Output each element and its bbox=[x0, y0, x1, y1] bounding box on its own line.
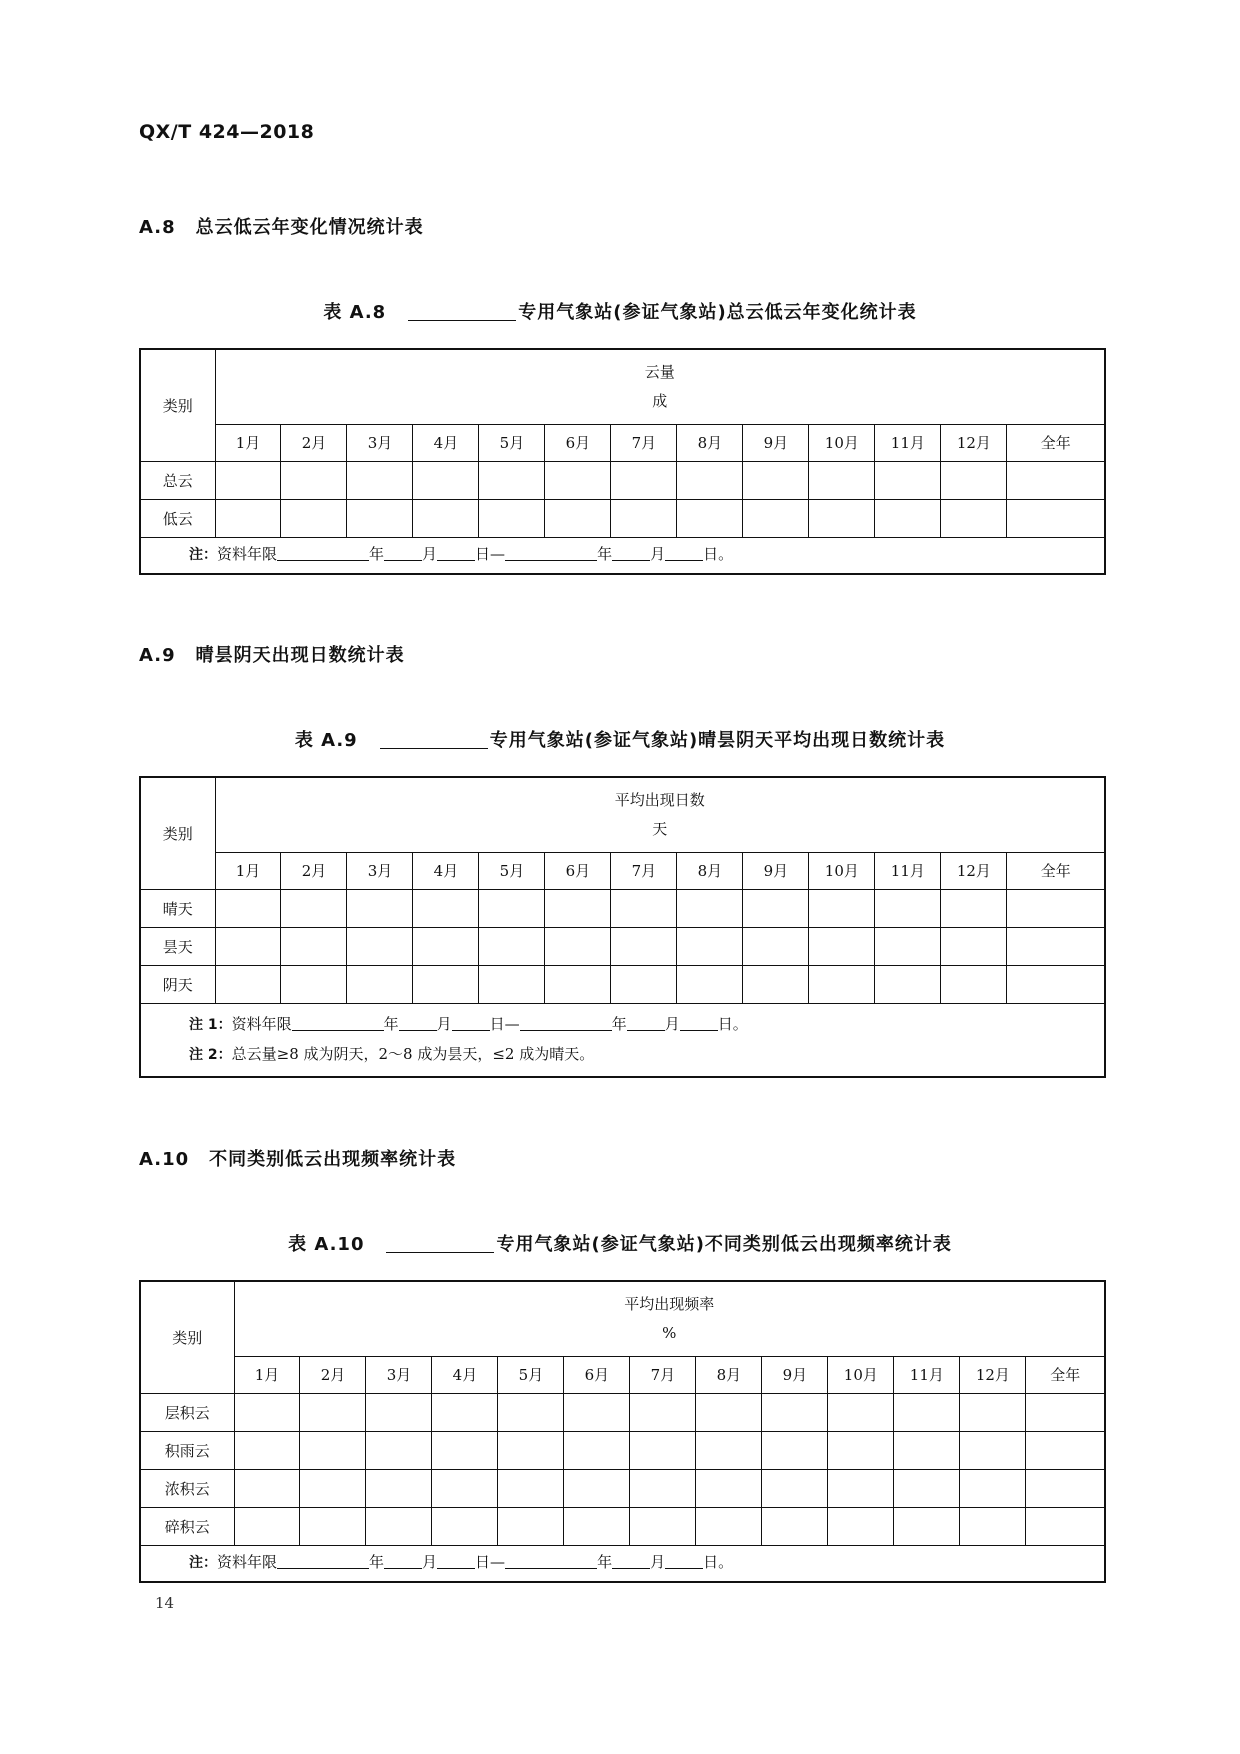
note-line-2 bbox=[189, 1040, 1104, 1070]
month-header-cell: 2月 bbox=[300, 1356, 366, 1393]
table-cell bbox=[281, 965, 347, 1003]
note-line-1 bbox=[189, 1010, 1104, 1040]
table-cell bbox=[611, 499, 677, 537]
table-cell bbox=[762, 1431, 828, 1469]
table-cell bbox=[545, 927, 611, 965]
note-text: 总云量≥8 成为阴天，2～8 成为昙天，≤2 成为晴天。 bbox=[231, 1044, 595, 1063]
quantity-header bbox=[215, 349, 1105, 424]
document-code: QX/T 424—2018 bbox=[139, 121, 315, 143]
month-header-cell: 2月 bbox=[281, 852, 347, 889]
table-a9 bbox=[139, 776, 1106, 1078]
table-cell bbox=[611, 927, 677, 965]
month-header-cell: 2月 bbox=[281, 424, 347, 461]
month-header-row bbox=[140, 424, 1105, 461]
table-cell bbox=[894, 1431, 960, 1469]
table-cell bbox=[1026, 1431, 1105, 1469]
table-cell bbox=[215, 965, 281, 1003]
table-cell bbox=[413, 927, 479, 965]
section-heading-a10 bbox=[139, 1145, 456, 1171]
table-cell bbox=[630, 1469, 696, 1507]
row-category-label: 浓积云 bbox=[140, 1469, 234, 1507]
table-cell bbox=[1007, 499, 1105, 537]
note-label: 注： bbox=[189, 547, 217, 564]
table-cell bbox=[347, 499, 413, 537]
table-cell bbox=[479, 499, 545, 537]
table-cell bbox=[677, 499, 743, 537]
quantity-label: 云量 bbox=[644, 362, 675, 381]
table-cell bbox=[432, 1431, 498, 1469]
station-name-blank bbox=[386, 1234, 494, 1253]
table-cell bbox=[743, 965, 809, 1003]
category-header: 类别 bbox=[140, 349, 215, 461]
table-cell bbox=[281, 889, 347, 927]
month-header-cell: 11月 bbox=[894, 1356, 960, 1393]
month-header-cell: 3月 bbox=[347, 852, 413, 889]
month-header-cell: 9月 bbox=[743, 424, 809, 461]
table-cell bbox=[809, 889, 875, 927]
table-cell bbox=[479, 461, 545, 499]
row-category-label: 低云 bbox=[140, 499, 215, 537]
table-note bbox=[140, 1545, 1105, 1582]
month-header-cell: 9月 bbox=[762, 1356, 828, 1393]
table-cell bbox=[630, 1507, 696, 1545]
table-cell bbox=[413, 499, 479, 537]
table-cell bbox=[809, 461, 875, 499]
table-cell bbox=[941, 927, 1007, 965]
table-cell bbox=[743, 499, 809, 537]
table-cell bbox=[696, 1469, 762, 1507]
category-header: 类别 bbox=[140, 777, 215, 889]
table-cell bbox=[1026, 1507, 1105, 1545]
note-month: 月 bbox=[650, 545, 666, 564]
month-header-cell: 6月 bbox=[564, 1356, 630, 1393]
month-header-cell: 7月 bbox=[611, 424, 677, 461]
table-cell bbox=[281, 461, 347, 499]
table-note bbox=[140, 1003, 1105, 1077]
table-row bbox=[140, 1431, 1105, 1469]
note-text: 资料年限 bbox=[217, 1553, 278, 1572]
note-year: 年 bbox=[597, 545, 613, 564]
table-cell bbox=[960, 1431, 1026, 1469]
table-cell bbox=[545, 461, 611, 499]
table-cell bbox=[479, 965, 545, 1003]
quantity-header bbox=[234, 1281, 1105, 1356]
table-cell bbox=[545, 499, 611, 537]
month-header-cell: 10月 bbox=[828, 1356, 894, 1393]
month-header-cell: 5月 bbox=[479, 424, 545, 461]
table-caption-a10 bbox=[0, 1230, 1240, 1256]
note-label: 注 1： bbox=[189, 1016, 232, 1033]
row-category-label: 碎积云 bbox=[140, 1507, 234, 1545]
note-day-end: 日。 bbox=[703, 1553, 734, 1572]
table-cell bbox=[1026, 1393, 1105, 1431]
month-header-cell: 1月 bbox=[215, 424, 281, 461]
table-cell bbox=[743, 461, 809, 499]
table-cell bbox=[809, 499, 875, 537]
table-cell bbox=[630, 1431, 696, 1469]
caption-text: 专用气象站(参证气象站)晴昙阴天平均出现日数统计表 bbox=[489, 730, 946, 751]
month-header-cell: 3月 bbox=[366, 1356, 432, 1393]
table-row bbox=[140, 965, 1105, 1003]
section-title: 晴昙阴天出现日数统计表 bbox=[195, 645, 405, 666]
table-cell bbox=[479, 889, 545, 927]
table-cell bbox=[479, 927, 545, 965]
unit-label: 天 bbox=[652, 819, 668, 838]
table-cell bbox=[696, 1507, 762, 1545]
month-header-cell: 10月 bbox=[809, 852, 875, 889]
table-cell bbox=[347, 927, 413, 965]
table-cell bbox=[234, 1507, 300, 1545]
note-day: 日— bbox=[475, 1553, 506, 1572]
note-year: 年 bbox=[369, 1553, 385, 1572]
table-a10 bbox=[139, 1280, 1106, 1583]
table-cell bbox=[545, 889, 611, 927]
table-row bbox=[140, 889, 1105, 927]
section-number: A.8 bbox=[139, 217, 176, 238]
table-cell bbox=[432, 1393, 498, 1431]
table-cell bbox=[875, 461, 941, 499]
table-cell bbox=[300, 1507, 366, 1545]
month-header-cell: 4月 bbox=[432, 1356, 498, 1393]
table-cell bbox=[366, 1393, 432, 1431]
note-month: 月 bbox=[436, 1014, 452, 1033]
station-name-blank bbox=[380, 730, 488, 749]
table-cell bbox=[941, 499, 1007, 537]
month-header-cell: 12月 bbox=[941, 424, 1007, 461]
table-row bbox=[140, 927, 1105, 965]
table-cell bbox=[960, 1507, 1026, 1545]
table-cell bbox=[413, 461, 479, 499]
table-cell bbox=[1007, 927, 1105, 965]
table-cell bbox=[941, 461, 1007, 499]
caption-prefix: 表 A.10 bbox=[288, 1234, 365, 1255]
table-cell bbox=[828, 1507, 894, 1545]
section-title: 不同类别低云出现频率统计表 bbox=[209, 1149, 457, 1170]
table-cell bbox=[696, 1431, 762, 1469]
row-category-label: 积雨云 bbox=[140, 1431, 234, 1469]
month-header-cell: 11月 bbox=[875, 424, 941, 461]
table-cell bbox=[809, 927, 875, 965]
table-cell bbox=[564, 1393, 630, 1431]
month-header-cell: 12月 bbox=[941, 852, 1007, 889]
note-month: 月 bbox=[422, 545, 438, 564]
month-header-cell: 1月 bbox=[234, 1356, 300, 1393]
table-cell bbox=[366, 1431, 432, 1469]
table-row bbox=[140, 1469, 1105, 1507]
note-day: 日— bbox=[475, 545, 506, 564]
table-cell bbox=[875, 927, 941, 965]
note-year: 年 bbox=[597, 1553, 613, 1572]
month-header-cell: 全年 bbox=[1026, 1356, 1105, 1393]
table-cell bbox=[498, 1393, 564, 1431]
row-category-label: 阴天 bbox=[140, 965, 215, 1003]
table-cell bbox=[281, 499, 347, 537]
table-row bbox=[140, 1393, 1105, 1431]
caption-prefix: 表 A.9 bbox=[294, 730, 358, 751]
table-cell bbox=[894, 1469, 960, 1507]
month-header-cell: 12月 bbox=[960, 1356, 1026, 1393]
row-category-label: 昙天 bbox=[140, 927, 215, 965]
note-month: 月 bbox=[664, 1014, 680, 1033]
month-header-cell: 1月 bbox=[215, 852, 281, 889]
row-category-label: 层积云 bbox=[140, 1393, 234, 1431]
table-cell bbox=[1026, 1469, 1105, 1507]
table-cell bbox=[828, 1393, 894, 1431]
page-number: 14 bbox=[155, 1594, 175, 1612]
table-cell bbox=[611, 965, 677, 1003]
row-category-label: 总云 bbox=[140, 461, 215, 499]
month-header-row bbox=[140, 1356, 1105, 1393]
table-cell bbox=[545, 965, 611, 1003]
table-row bbox=[140, 1507, 1105, 1545]
note-month: 月 bbox=[422, 1553, 438, 1572]
caption-prefix: 表 A.8 bbox=[323, 302, 387, 323]
table-row bbox=[140, 461, 1105, 499]
month-header-cell: 11月 bbox=[875, 852, 941, 889]
table-cell bbox=[564, 1507, 630, 1545]
note-text: 资料年限 bbox=[217, 545, 278, 564]
month-header-cell: 5月 bbox=[479, 852, 545, 889]
quantity-label: 平均出现频率 bbox=[624, 1294, 715, 1313]
table-cell bbox=[743, 889, 809, 927]
table-cell bbox=[215, 927, 281, 965]
note-day: 日— bbox=[489, 1014, 520, 1033]
month-header-cell: 6月 bbox=[545, 424, 611, 461]
table-cell bbox=[432, 1469, 498, 1507]
section-number: A.10 bbox=[139, 1149, 190, 1170]
month-header-cell: 6月 bbox=[545, 852, 611, 889]
table-cell bbox=[498, 1507, 564, 1545]
month-header-cell: 全年 bbox=[1007, 852, 1105, 889]
section-heading-a8 bbox=[139, 213, 424, 239]
note-label: 注： bbox=[189, 1555, 217, 1572]
note-label: 注 2： bbox=[189, 1046, 232, 1063]
month-header-cell: 10月 bbox=[809, 424, 875, 461]
table-cell bbox=[1007, 965, 1105, 1003]
table-cell bbox=[941, 889, 1007, 927]
table-cell bbox=[347, 965, 413, 1003]
table-cell bbox=[762, 1507, 828, 1545]
table-cell bbox=[366, 1469, 432, 1507]
month-header-cell: 8月 bbox=[696, 1356, 762, 1393]
table-cell bbox=[677, 927, 743, 965]
table-cell bbox=[215, 499, 281, 537]
table-cell bbox=[677, 889, 743, 927]
table-cell bbox=[234, 1469, 300, 1507]
caption-text: 专用气象站(参证气象站)总云低云年变化统计表 bbox=[518, 302, 917, 323]
table-caption-a8 bbox=[0, 298, 1240, 324]
table-cell bbox=[677, 965, 743, 1003]
table-cell bbox=[743, 927, 809, 965]
caption-text: 专用气象站(参证气象站)不同类别低云出现频率统计表 bbox=[496, 1234, 952, 1255]
table-cell bbox=[564, 1469, 630, 1507]
table-cell bbox=[677, 461, 743, 499]
table-cell bbox=[960, 1469, 1026, 1507]
table-row bbox=[140, 499, 1105, 537]
table-cell bbox=[1007, 461, 1105, 499]
note-year: 年 bbox=[369, 545, 385, 564]
category-header: 类别 bbox=[140, 1281, 234, 1393]
table-cell bbox=[432, 1507, 498, 1545]
section-title: 总云低云年变化情况统计表 bbox=[195, 217, 424, 238]
month-header-cell: 4月 bbox=[413, 424, 479, 461]
month-header-cell: 9月 bbox=[743, 852, 809, 889]
table-cell bbox=[611, 889, 677, 927]
table-cell bbox=[498, 1469, 564, 1507]
table-cell bbox=[215, 461, 281, 499]
table-cell bbox=[875, 889, 941, 927]
table-cell bbox=[941, 965, 1007, 1003]
table-cell bbox=[828, 1469, 894, 1507]
month-header-cell: 7月 bbox=[630, 1356, 696, 1393]
table-cell bbox=[894, 1393, 960, 1431]
month-header-cell: 4月 bbox=[413, 852, 479, 889]
table-cell bbox=[960, 1393, 1026, 1431]
table-cell bbox=[762, 1393, 828, 1431]
month-header-cell: 8月 bbox=[677, 852, 743, 889]
table-cell bbox=[234, 1431, 300, 1469]
table-cell bbox=[281, 927, 347, 965]
table-cell bbox=[630, 1393, 696, 1431]
note-month: 月 bbox=[650, 1553, 666, 1572]
table-cell bbox=[300, 1393, 366, 1431]
note-day-end: 日。 bbox=[703, 545, 734, 564]
station-name-blank bbox=[408, 302, 516, 321]
table-cell bbox=[809, 965, 875, 1003]
table-cell bbox=[611, 461, 677, 499]
table-cell bbox=[413, 889, 479, 927]
unit-label: % bbox=[662, 1323, 677, 1342]
unit-label: 成 bbox=[652, 391, 668, 410]
table-caption-a9 bbox=[0, 726, 1240, 752]
month-header-row bbox=[140, 852, 1105, 889]
table-cell bbox=[564, 1431, 630, 1469]
row-category-label: 晴天 bbox=[140, 889, 215, 927]
table-cell bbox=[347, 889, 413, 927]
table-cell bbox=[234, 1393, 300, 1431]
quantity-header bbox=[215, 777, 1105, 852]
quantity-label: 平均出现日数 bbox=[614, 790, 705, 809]
table-cell bbox=[894, 1507, 960, 1545]
month-header-cell: 7月 bbox=[611, 852, 677, 889]
table-cell bbox=[366, 1507, 432, 1545]
table-cell bbox=[875, 965, 941, 1003]
table-cell bbox=[1007, 889, 1105, 927]
table-cell bbox=[347, 461, 413, 499]
month-header-cell: 3月 bbox=[347, 424, 413, 461]
note-day-end: 日。 bbox=[717, 1014, 748, 1033]
section-heading-a9 bbox=[139, 641, 405, 667]
table-cell bbox=[300, 1469, 366, 1507]
month-header-cell: 8月 bbox=[677, 424, 743, 461]
table-cell bbox=[696, 1393, 762, 1431]
table-cell bbox=[828, 1431, 894, 1469]
note-text: 资料年限 bbox=[231, 1014, 292, 1033]
table-cell bbox=[215, 889, 281, 927]
month-header-cell: 5月 bbox=[498, 1356, 564, 1393]
month-header-cell: 全年 bbox=[1007, 424, 1105, 461]
table-cell bbox=[498, 1431, 564, 1469]
table-a8 bbox=[139, 348, 1106, 575]
table-cell bbox=[300, 1431, 366, 1469]
table-cell bbox=[413, 965, 479, 1003]
note-year: 年 bbox=[611, 1014, 627, 1033]
table-cell bbox=[875, 499, 941, 537]
table-cell bbox=[762, 1469, 828, 1507]
table-note bbox=[140, 537, 1105, 574]
section-number: A.9 bbox=[139, 645, 176, 666]
note-year: 年 bbox=[383, 1014, 399, 1033]
